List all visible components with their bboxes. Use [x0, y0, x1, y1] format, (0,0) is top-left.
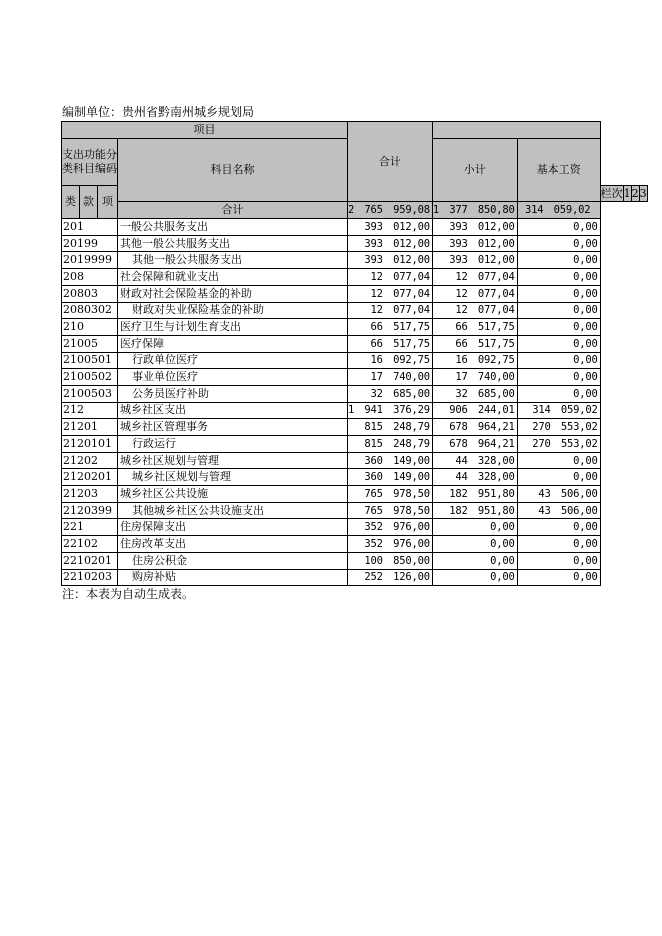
- column-no-header: 栏次: [600, 185, 623, 202]
- sum-subtotal: 1 377 850,80: [432, 202, 517, 219]
- row-subtotal: 44 328,00: [432, 452, 517, 469]
- row-subtotal: 906 244,01: [432, 402, 517, 419]
- row-code: 20803: [62, 285, 118, 302]
- row-total: 352 976,00: [348, 536, 433, 553]
- row-basic-wage: 0,00: [517, 469, 600, 486]
- row-basic-wage: 0,00: [517, 452, 600, 469]
- row-basic-wage: 0,00: [517, 536, 600, 553]
- row-subject-name: 行政运行: [118, 436, 348, 453]
- row-subtotal: 12 077,04: [432, 269, 517, 286]
- row-subject-name: 城乡社区规划与管理: [118, 469, 348, 486]
- blank-header-cell: [432, 122, 600, 139]
- row-code: 201: [62, 219, 118, 236]
- row-total: 393 012,00: [348, 252, 433, 269]
- row-total: 66 517,75: [348, 319, 433, 336]
- reporting-unit-label: 编制单位：贵州省黔南州城乡规划局: [62, 105, 255, 119]
- row-basic-wage: 314 059,02: [517, 402, 600, 419]
- row-subject-name: 购房补贴: [118, 569, 348, 586]
- row-total: 32 685,00: [348, 385, 433, 402]
- column-3-no: 3: [639, 185, 647, 202]
- row-total: 765 978,50: [348, 486, 433, 503]
- row-subject-name: 事业单位医疗: [118, 369, 348, 386]
- row-subject-name: 一般公共服务支出: [118, 219, 348, 236]
- subtotal-header: 小计: [432, 138, 517, 202]
- lei-header: 类: [62, 185, 80, 218]
- func-code-header: 支出功能分类科目编码: [62, 138, 118, 185]
- subject-name-header: 科目名称: [118, 138, 348, 202]
- row-basic-wage: 0,00: [517, 219, 600, 236]
- row-basic-wage: 0,00: [517, 335, 600, 352]
- row-subject-name: 城乡社区公共设施: [118, 486, 348, 503]
- row-subject-name: 医疗保障: [118, 335, 348, 352]
- row-subject-name: 公务员医疗补助: [118, 385, 348, 402]
- row-total: 815 248,79: [348, 436, 433, 453]
- row-total: 360 149,00: [348, 469, 433, 486]
- row-code: 210: [62, 319, 118, 336]
- row-code: 21203: [62, 486, 118, 503]
- row-subject-name: 住房公积金: [118, 552, 348, 569]
- row-basic-wage: 0,00: [517, 269, 600, 286]
- row-subtotal: 393 012,00: [432, 252, 517, 269]
- row-basic-wage: 270 553,02: [517, 419, 600, 436]
- row-basic-wage: 270 553,02: [517, 436, 600, 453]
- row-basic-wage: 0,00: [517, 385, 600, 402]
- row-code: 2120201: [62, 469, 118, 486]
- row-subject-name: 住房保障支出: [118, 519, 348, 536]
- row-code: 2210203: [62, 569, 118, 586]
- table-row: [62, 452, 648, 469]
- row-subject-name: 财政对社会保险基金的补助: [118, 285, 348, 302]
- row-subtotal: 678 964,21: [432, 436, 517, 453]
- project-header: 项目: [62, 122, 348, 139]
- row-subtotal: 0,00: [432, 552, 517, 569]
- table-row: [62, 552, 648, 569]
- table-row: [62, 486, 648, 503]
- table-row: [62, 569, 648, 586]
- basic-wage-header: 基本工资: [517, 138, 600, 202]
- row-total: 12 077,04: [348, 302, 433, 319]
- row-subject-name: 其他一般公共服务支出: [118, 235, 348, 252]
- xiang-header: 项: [98, 185, 118, 218]
- row-basic-wage: 0,00: [517, 519, 600, 536]
- row-subject-name: 城乡社区管理事务: [118, 419, 348, 436]
- row-code: 22102: [62, 536, 118, 553]
- row-subtotal: 0,00: [432, 519, 517, 536]
- row-code: 2100502: [62, 369, 118, 386]
- row-code: 2080302: [62, 302, 118, 319]
- row-code: 20199: [62, 235, 118, 252]
- table-row: [62, 385, 648, 402]
- row-subtotal: 393 012,00: [432, 235, 517, 252]
- table-row: [62, 252, 648, 269]
- row-total: 100 850,00: [348, 552, 433, 569]
- row-subtotal: 182 951,80: [432, 502, 517, 519]
- column-1-no: 1: [623, 185, 631, 202]
- sum-total: 2 765 959,08: [348, 202, 433, 219]
- row-total: 66 517,75: [348, 335, 433, 352]
- row-subtotal: 0,00: [432, 569, 517, 586]
- table-row: [62, 335, 648, 352]
- row-code: 221: [62, 519, 118, 536]
- row-total: 360 149,00: [348, 452, 433, 469]
- row-subject-name: 其他一般公共服务支出: [118, 252, 348, 269]
- row-total: 16 092,75: [348, 352, 433, 369]
- table-row: [62, 285, 648, 302]
- footnote: 注：本表为自动生成表。: [62, 587, 195, 601]
- row-subtotal: 32 685,00: [432, 385, 517, 402]
- column-2-no: 2: [631, 185, 639, 202]
- kuan-header: 款: [80, 185, 98, 218]
- row-total: 252 126,00: [348, 569, 433, 586]
- row-subject-name: 社会保障和就业支出: [118, 269, 348, 286]
- row-subtotal: 0,00: [432, 536, 517, 553]
- row-basic-wage: 0,00: [517, 285, 600, 302]
- table-row: [62, 352, 648, 369]
- row-total: 815 248,79: [348, 419, 433, 436]
- total-header: 合计: [348, 122, 433, 202]
- row-subject-name: 城乡社区规划与管理: [118, 452, 348, 469]
- row-total: 765 978,50: [348, 502, 433, 519]
- table-row: [62, 235, 648, 252]
- row-subtotal: 12 077,04: [432, 285, 517, 302]
- row-total: 1 941 376,29: [348, 402, 433, 419]
- row-basic-wage: 0,00: [517, 302, 600, 319]
- row-code: 21202: [62, 452, 118, 469]
- row-code: 21005: [62, 335, 118, 352]
- row-subtotal: 66 517,75: [432, 319, 517, 336]
- expenditure-table: [61, 121, 648, 586]
- table-row: [62, 319, 648, 336]
- table-row: [62, 402, 648, 419]
- row-basic-wage: 0,00: [517, 569, 600, 586]
- row-subtotal: 12 077,04: [432, 302, 517, 319]
- table-row: [62, 519, 648, 536]
- table-row: [62, 436, 648, 453]
- sum-label: 合计: [118, 202, 348, 219]
- row-subtotal: 393 012,00: [432, 219, 517, 236]
- table-row: [62, 419, 648, 436]
- table-row: [62, 269, 648, 286]
- row-subject-name: 城乡社区支出: [118, 402, 348, 419]
- row-subtotal: 17 740,00: [432, 369, 517, 386]
- row-code: 2100501: [62, 352, 118, 369]
- row-basic-wage: 0,00: [517, 252, 600, 269]
- sum-basic-wage: 314 059,02: [517, 202, 600, 219]
- row-code: 212: [62, 402, 118, 419]
- row-subject-name: 住房改革支出: [118, 536, 348, 553]
- row-total: 17 740,00: [348, 369, 433, 386]
- row-basic-wage: 0,00: [517, 352, 600, 369]
- row-subtotal: 66 517,75: [432, 335, 517, 352]
- row-subtotal: 44 328,00: [432, 469, 517, 486]
- row-subtotal: 678 964,21: [432, 419, 517, 436]
- row-total: 12 077,04: [348, 269, 433, 286]
- table-row: [62, 369, 648, 386]
- table-row: [62, 302, 648, 319]
- row-code: 2120101: [62, 436, 118, 453]
- row-subject-name: 财政对失业保险基金的补助: [118, 302, 348, 319]
- row-subject-name: 医疗卫生与计划生育支出: [118, 319, 348, 336]
- row-code: 2120399: [62, 502, 118, 519]
- row-code: 2019999: [62, 252, 118, 269]
- row-total: 12 077,04: [348, 285, 433, 302]
- row-total: 393 012,00: [348, 219, 433, 236]
- row-subtotal: 16 092,75: [432, 352, 517, 369]
- row-subject-name: 其他城乡社区公共设施支出: [118, 502, 348, 519]
- table-row: [62, 469, 648, 486]
- row-code: 208: [62, 269, 118, 286]
- row-total: 393 012,00: [348, 235, 433, 252]
- row-basic-wage: 0,00: [517, 552, 600, 569]
- row-basic-wage: 0,00: [517, 319, 600, 336]
- row-subtotal: 182 951,80: [432, 486, 517, 503]
- row-code: 2100503: [62, 385, 118, 402]
- row-total: 352 976,00: [348, 519, 433, 536]
- row-subject-name: 行政单位医疗: [118, 352, 348, 369]
- row-basic-wage: 43 506,00: [517, 502, 600, 519]
- row-basic-wage: 0,00: [517, 235, 600, 252]
- table-row: [62, 536, 648, 553]
- table-row: [62, 219, 648, 236]
- row-code: 21201: [62, 419, 118, 436]
- row-basic-wage: 43 506,00: [517, 486, 600, 503]
- table-row: [62, 502, 648, 519]
- row-basic-wage: 0,00: [517, 369, 600, 386]
- row-code: 2210201: [62, 552, 118, 569]
